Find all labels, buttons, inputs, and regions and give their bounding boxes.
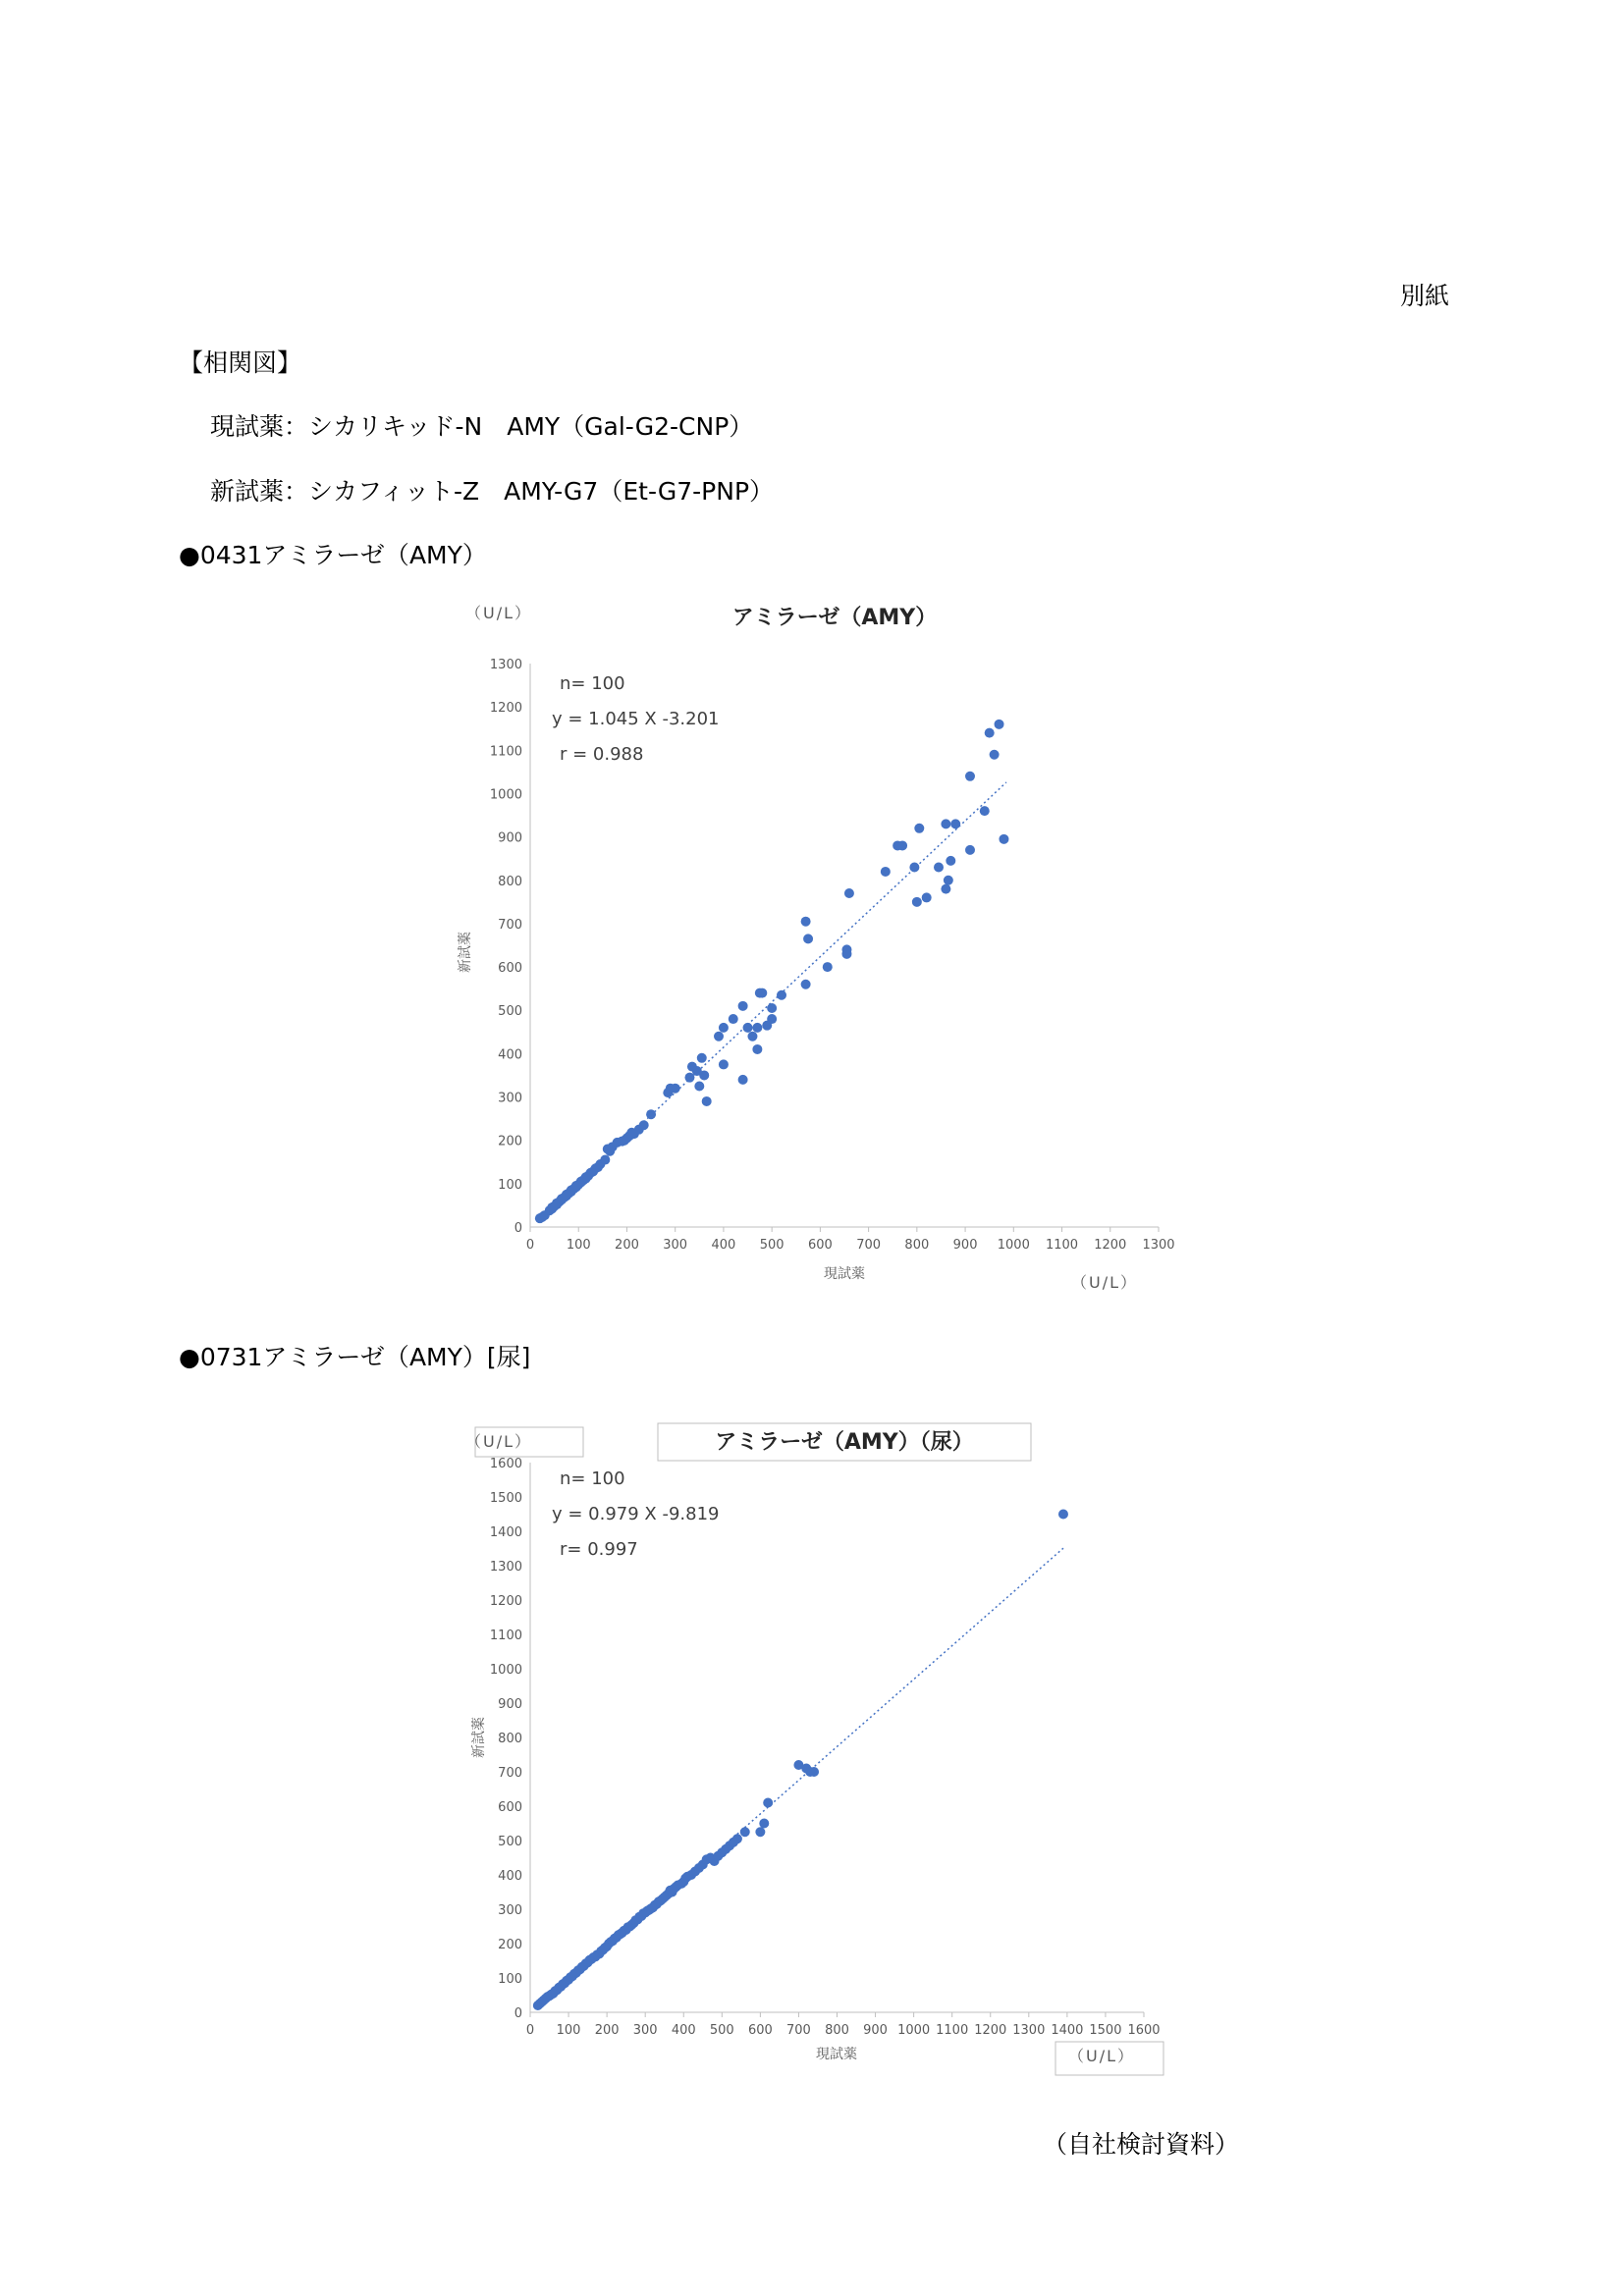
data-point xyxy=(714,1032,724,1041)
current-reagent-line: 現試薬：シカリキッド-N AMY（Gal-G2-CNP） xyxy=(210,412,754,441)
y-tick-label: 800 xyxy=(498,874,522,889)
x-tick-label: 700 xyxy=(786,2023,811,2038)
y-tick-label: 500 xyxy=(498,1835,522,1849)
attachment-label: 別紙 xyxy=(1400,282,1450,310)
data-point xyxy=(990,750,1000,760)
data-point xyxy=(941,819,950,828)
stat-equation: y = 0.979 X -9.819 xyxy=(552,1504,720,1524)
data-point xyxy=(767,1003,777,1013)
data-point xyxy=(752,1023,762,1033)
data-point xyxy=(702,1096,712,1106)
data-point xyxy=(985,728,995,738)
y-tick-label: 0 xyxy=(514,1221,522,1236)
x-tick-label: 200 xyxy=(594,2023,620,2038)
y-tick-label: 700 xyxy=(498,1766,522,1781)
x-tick-label: 100 xyxy=(556,2023,581,2038)
source-note: （自社検討資料） xyxy=(1043,2130,1240,2159)
data-point xyxy=(639,1120,649,1130)
y-axis-title: 新試薬 xyxy=(458,932,473,973)
data-point xyxy=(719,1023,729,1033)
scatter-plot-serum xyxy=(452,589,1198,1296)
data-point xyxy=(694,1082,704,1092)
x-axis-title: 現試薬 xyxy=(824,1266,865,1282)
stat-equation: y = 1.045 X -3.201 xyxy=(552,709,720,729)
scatter-plot-urine xyxy=(452,1414,1198,2101)
y-tick-label: 0 xyxy=(514,2006,522,2021)
data-point xyxy=(897,840,907,850)
data-point xyxy=(841,949,851,959)
y-tick-label: 1200 xyxy=(489,701,522,717)
data-point xyxy=(912,897,922,907)
x-unit-label: （U/L） xyxy=(1067,2047,1136,2065)
x-tick-label: 0 xyxy=(525,1238,535,1253)
x-tick-label: 800 xyxy=(825,2023,849,2038)
y-tick-label: 300 xyxy=(498,1903,522,1918)
x-tick-label: 500 xyxy=(759,1238,784,1253)
section-title: 【相関図】 xyxy=(179,348,302,377)
data-point xyxy=(941,884,950,894)
data-point xyxy=(803,934,813,943)
section-heading-serum: ●0431アミラーゼ（AMY） xyxy=(179,541,487,569)
x-tick-label: 600 xyxy=(747,2023,773,2038)
chart-amy-serum xyxy=(452,589,1198,1296)
x-tick-label: 1200 xyxy=(1094,1238,1127,1253)
x-tick-label: 400 xyxy=(671,2023,696,2038)
data-point xyxy=(738,1075,748,1085)
data-point xyxy=(620,1136,629,1146)
data-point xyxy=(697,1053,707,1063)
data-point xyxy=(995,720,1004,729)
data-point xyxy=(719,1059,729,1069)
y-tick-label: 600 xyxy=(498,1800,522,1815)
data-point xyxy=(600,1943,610,1952)
x-tick-label: 900 xyxy=(863,2023,888,2038)
x-tick-label: 300 xyxy=(632,2023,658,2038)
y-tick-label: 1000 xyxy=(489,1663,522,1678)
data-point xyxy=(763,1798,773,1808)
x-tick-label: 1000 xyxy=(897,2023,931,2038)
data-point xyxy=(757,988,767,998)
x-tick-label: 200 xyxy=(615,1238,639,1253)
x-tick-label: 1200 xyxy=(974,2023,1007,2038)
data-point xyxy=(934,863,944,873)
stat-r: r= 0.997 xyxy=(560,1539,638,1560)
data-point xyxy=(909,863,919,873)
stat-n: n= 100 xyxy=(560,673,625,694)
x-tick-label: 1300 xyxy=(1012,2023,1046,2038)
data-point xyxy=(922,892,932,902)
y-tick-label: 1200 xyxy=(489,1594,522,1609)
x-tick-label: 1300 xyxy=(1142,1238,1175,1253)
data-point xyxy=(740,1827,750,1837)
y-tick-label: 1100 xyxy=(489,744,522,760)
data-point xyxy=(605,1147,615,1156)
y-tick-label: 100 xyxy=(498,1972,522,1987)
data-point xyxy=(823,962,833,972)
data-point xyxy=(914,824,924,833)
x-tick-label: 400 xyxy=(711,1238,736,1253)
x-unit-label: （U/L） xyxy=(1070,1273,1139,1292)
y-tick-label: 700 xyxy=(498,917,522,933)
data-point xyxy=(809,1767,819,1777)
y-tick-label: 900 xyxy=(498,1697,522,1712)
data-point xyxy=(732,1834,742,1843)
data-point xyxy=(999,834,1008,844)
data-point xyxy=(738,1001,748,1011)
data-point xyxy=(759,1819,769,1829)
data-point xyxy=(767,1014,777,1024)
x-tick-label: 100 xyxy=(566,1238,591,1253)
data-point xyxy=(944,876,953,885)
data-point xyxy=(801,980,811,989)
y-tick-label: 1300 xyxy=(489,1560,522,1575)
y-tick-label: 400 xyxy=(498,1047,522,1063)
y-tick-label: 200 xyxy=(498,1938,522,1952)
y-tick-label: 1400 xyxy=(489,1525,522,1540)
y-tick-label: 200 xyxy=(498,1134,522,1149)
y-tick-label: 1500 xyxy=(489,1491,522,1506)
chart-amy-urine xyxy=(452,1414,1198,2101)
x-axis-title: 現試薬 xyxy=(816,2047,857,2062)
y-tick-label: 100 xyxy=(498,1177,522,1193)
data-point xyxy=(747,1032,757,1041)
x-tick-label: 800 xyxy=(904,1238,930,1253)
x-tick-label: 1500 xyxy=(1089,2023,1122,2038)
y-unit-label: （U/L） xyxy=(464,1432,533,1451)
x-tick-label: 1100 xyxy=(1045,1238,1079,1253)
stat-r: r = 0.988 xyxy=(560,744,644,765)
y-tick-label: 800 xyxy=(498,1732,522,1746)
y-unit-label: （U/L） xyxy=(464,604,533,622)
new-reagent-line: 新試薬：シカフィット-Z AMY-G7（Et-G7-PNP） xyxy=(210,477,775,506)
x-tick-label: 1600 xyxy=(1127,2023,1161,2038)
section-heading-urine: ●0731アミラーゼ（AMY）[尿] xyxy=(179,1343,531,1371)
data-point xyxy=(1058,1510,1068,1520)
data-point xyxy=(680,1874,690,1884)
data-point xyxy=(801,917,811,927)
x-tick-label: 1100 xyxy=(936,2023,969,2038)
data-point xyxy=(646,1109,656,1119)
data-point xyxy=(755,1827,765,1837)
x-tick-label: 500 xyxy=(709,2023,734,2038)
data-point xyxy=(965,772,975,781)
data-point xyxy=(946,856,955,866)
data-point xyxy=(729,1014,738,1024)
y-tick-label: 1000 xyxy=(489,787,522,803)
y-tick-label: 1600 xyxy=(489,1457,522,1471)
data-point xyxy=(950,819,960,828)
data-point xyxy=(623,1922,633,1932)
data-point xyxy=(671,1084,680,1094)
x-tick-label: 1400 xyxy=(1051,2023,1084,2038)
x-tick-label: 1000 xyxy=(997,1238,1030,1253)
data-point xyxy=(881,867,891,877)
y-tick-label: 1100 xyxy=(489,1629,522,1643)
y-tick-label: 500 xyxy=(498,1004,522,1020)
y-tick-label: 600 xyxy=(498,961,522,977)
x-tick-label: 0 xyxy=(525,2023,535,2038)
data-point xyxy=(980,806,990,816)
chart-title: アミラーゼ（AMY）（尿） xyxy=(715,1430,974,1455)
x-tick-label: 300 xyxy=(663,1238,688,1253)
y-tick-label: 300 xyxy=(498,1091,522,1106)
y-tick-label: 400 xyxy=(498,1869,522,1884)
y-tick-label: 900 xyxy=(498,830,522,846)
data-point xyxy=(752,1044,762,1054)
stat-n: n= 100 xyxy=(560,1468,625,1489)
data-point xyxy=(743,1023,753,1033)
data-point xyxy=(777,990,786,1000)
data-point xyxy=(699,1070,709,1080)
chart-title: アミラーゼ（AMY） xyxy=(731,606,938,630)
x-tick-label: 700 xyxy=(856,1238,882,1253)
data-point xyxy=(844,888,854,898)
data-point xyxy=(965,845,975,855)
x-tick-label: 600 xyxy=(807,1238,833,1253)
y-axis-title: 新試薬 xyxy=(471,1717,487,1758)
data-point xyxy=(600,1155,610,1165)
x-tick-label: 900 xyxy=(952,1238,978,1253)
y-tick-label: 1300 xyxy=(489,658,522,672)
